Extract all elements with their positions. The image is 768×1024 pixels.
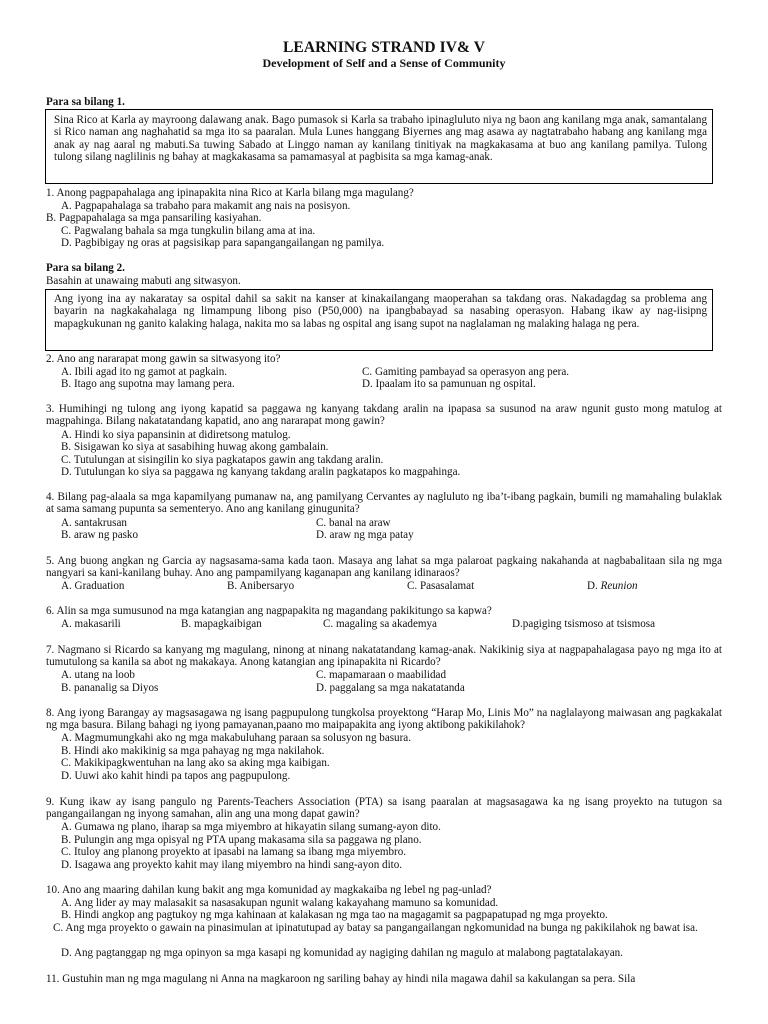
question-7-option-c: C. mapamaraan o maabilidad [316,669,446,681]
question-9-option-a: A. Gumawa ng plano, iharap sa mga miyembro at hikayatin silang sumang-ayon dito. [61,821,441,833]
question-5-options [0,580,768,593]
question-4-stem: 4. Bilang pag-alaala sa mga kapamilyang pumanaw na, ang pamilyang Cervantes ay nagluluto ng iba’t-ibang pagkain, bumili ng mamahaling bulaklak at sama samang pupunta sa sementeryo. Ano ang kanilang ginugunita? [46,491,722,516]
question-10-option-a: A. Ang lider ay may malasakit sa nasasakupan ngunit walang kakayahang mamuno sa komunidad. [61,897,499,909]
question-6-options [0,618,768,631]
question-4-row-2 [0,529,768,542]
passage-1-text: Sina Rico at Karla ay mayroong dalawang anak. Bago pumasok si Karla sa trabaho ipinagluluto niya ng baon ang kanilang mga anak, samantalang si Rico naman ang naghahatid sa mga ito sa paaralan. Mula Lunes hanggang Biyernes ang mag asawa ay nagtatrabaho habang ang kanilang mga anak ay nag aaral ng mabuti.Sa tuwing Sabado at Linggo naman ay kanilang tinitiyak na magkakasama at buo ang kanilang pamilya. Tulong tulong silang naglilinis ng bahay at magkakasama sa pamamasyal at pagbisita sa mga kamag-anak. [54,114,707,164]
question-9-option-b: B. Pulungin ang mga opisyal ng PTA upang makasama sila sa paggawa ng plano. [61,834,422,846]
question-1-option-a: A. Pagpapahalaga sa trabaho para makamit ang nais na posisyon. [61,200,351,212]
question-7-option-a: A. utang na loob [61,669,135,681]
question-1-stem: 1. Anong pagpapahalaga ang ipinapakita nina Rico at Karla bilang mga magulang? [46,187,414,199]
question-5-stem: 5. Ang buong angkan ng Garcia ay nagsasama-sama kada taon. Masaya ang lahat sa mga palaroat pagkaing nakahanda at nagbabalitaan sila ng mga nangyari sa kani-kanilang buhay. Ano ang pampamilyang kaganapan ang kanilang idinaraos? [46,555,722,580]
question-10-option-c: C. Ang mga proyekto o gawain na pinasimulan at ipinatutupad ay batay sa pangangailangan ngkomunidad na bunga ng pakikilahok ng bawat isa. [53,922,698,934]
question-2-row-2 [0,378,768,391]
question-4-option-d: D. araw ng mga patay [316,529,414,541]
question-6-option-d: D.pagiging tsismoso at tsismosa [512,618,655,630]
question-5-option-d [587,580,638,592]
question-1-option-c: C. Pagwalang bahala sa mga tungkulin bilang ama at ina. [61,225,316,237]
question-3-option-c: C. Tutulungan at sisingilin ko siya pagkatapos gawin ang takdang aralin. [61,454,384,466]
question-10-option-b: B. Hindi angkop ang pagtukoy ng mga kahinaan at kalakasan ng mga tao na magagamit sa pagpapatupad ng mga proyekto. [61,909,608,921]
section-1-label: Para sa bilang 1. [46,96,125,108]
question-1-option-b: B. Pagpapahalaga sa mga pansariling kasiyahan. [46,212,262,224]
question-4-option-b: B. araw ng pasko [61,529,139,541]
question-7-stem: 7. Nagmano si Ricardo sa kanyang mg magulang, ninong at ninang nakatatandang kamag-anak. Nakikinig siya at nagpapahalagasa payo ng mga ito at tumutulong sa kanila sa abot ng makakaya. Anong katangian ang ipinapakita ni Ricardo? [46,644,722,669]
question-2-option-b: B. Itago ang supotna may lamang pera. [61,378,235,390]
section-2-label: Para sa bilang 2. [46,262,125,274]
question-3-option-d: D. Tutulungan ko siya sa paggawa ng kanyang takdang aralin pagkatapos ko magpahinga. [61,466,461,478]
question-2-option-a: A. Ibili agad ito ng gamot at pagkain. [61,366,228,378]
question-7-row-2 [0,682,768,695]
question-5-option-d-text: Reunion [600,580,638,592]
section-2-instruction: Basahin at unawaing mabuti ang sitwasyon. [46,275,241,287]
question-8-option-b: B. Hindi ako makikinig sa mga pahayag ng mga nakilahok. [61,745,325,757]
question-6-option-c: C. magaling sa akademya [323,618,437,630]
passage-box-2 [45,289,713,351]
question-10-stem: 10. Ano ang maaring dahilan kung bakit ang mga komunidad ay magkakaiba ng lebel ng pag-unlad? [46,884,492,896]
question-5-option-d-letter: D. [587,580,601,592]
question-3-option-b: B. Sisigawan ko siya at sasabihing huwag akong gambalain. [61,441,329,453]
question-2-option-c: C. Gamiting pambayad sa operasyon ang pera. [362,366,570,378]
page-title: LEARNING STRAND IV& V [282,39,486,56]
question-11-stem: 11. Gustuhin man ng mga magulang ni Anna na magkaroon ng sariling bahay ay hindi nila magawa dahil sa kakulangan sa pera. Sila [46,973,636,985]
question-10-option-d: D. Ang pagtanggap ng mga opinyon sa mga kasapi ng komunidad ay nagiging dahilan ng magulo at malabong pagtatalakayan. [61,947,623,959]
question-9-option-d: D. Isagawa ang proyekto kahit may ilang miyembro na hindi sang-ayon dito. [61,859,403,871]
question-7-row-1 [0,669,768,682]
question-3-option-a: A. Hindi ko siya papansinin at didiretsong matulog. [61,429,291,441]
passage-box-1 [45,109,713,184]
question-6-option-b: B. mapagkaibigan [181,618,262,630]
question-8-stem: 8. Ang iyong Barangay ay magsasagawa ng isang pagpupulong tungkolsa proyektong “Harap Mo, Linis Mo” na naglalayong maiwasan ang pagkakalat ng mga basura. Bilang bahagi ng iyong pamayanan,paano mo maipapakita ang iyong aktibong pakikilahok? [46,707,722,732]
question-6-stem: 6. Alin sa mga sumusunod na mga katangian ang nagpapakita ng magandang pakikitungo sa kapwa? [46,605,492,617]
question-7-option-d: D. paggalang sa mga nakatatanda [316,682,465,694]
question-2-stem: 2. Ano ang nararapat mong gawin sa sitwasyong ito? [46,353,281,365]
question-6-option-a: A. makasarili [61,618,121,630]
page-subtitle: Development of Self and a Sense of Community [262,56,506,70]
question-5-option-b: B. Anibersaryo [227,580,295,592]
question-2-option-d: D. Ipaalam ito sa pamunuan ng ospital. [362,378,536,390]
passage-2-text: Ang iyong ina ay nakaratay sa ospital dahil sa sakit na kanser at kinakailangang maoperahan sa takdang oras. Nakadagdag sa problema ang bayarin na nagkakahalaga ng limampung libong piso (P50,000) na ipangbabayad sa nasabing operasyon. Habang ikaw ay nag-iisipng mapagkukunan ng ganito kalaking halaga, nakita mo sa labas ng ospital ang isang supot na naglalaman ng malaking halaga ng pera. [54,293,707,330]
question-5-option-c: C. Pasasalamat [407,580,475,592]
question-5-option-a: A. Graduation [61,580,125,592]
question-9-stem: 9. Kung ikaw ay isang pangulo ng Parents-Teachers Association (PTA) sa isang paaralan at magsasagawa ka ng isang proyekto na tutugon sa pangangailangan ng inyong samahan, alin ang una mong dapat gawin? [46,796,722,821]
question-8-option-c: C. Makikipagkwentuhan na lang ako sa aking mga kaibigan. [61,757,330,769]
question-1-option-d: D. Pagbibigay ng oras at pagsisikap para sapangangailangan ng pamilya. [61,237,385,249]
question-7-option-b: B. pananalig sa Diyos [61,682,159,694]
question-4-option-a: A. santakrusan [61,517,127,529]
question-3-stem: 3. Humihingi ng tulong ang iyong kapatid sa paggawa ng kanyang takdang aralin na ipapasa sa susunod na araw ngunit gusto mong matulog at magpahinga. Bilang nakatatandang kapatid, ano ang nararapat mong gawin? [46,403,722,428]
question-8-option-d: D. Uuwi ako kahit hindi pa tapos ang pagpupulong. [61,770,291,782]
question-4-option-c: C. banal na araw [316,517,391,529]
question-9-option-c: C. Ituloy ang planong proyekto at ipasabi na lamang sa ibang mga miyembro. [61,846,407,858]
question-8-option-a: A. Magmumungkahi ako ng mga makabuluhang paraan sa solusyon ng basura. [61,732,411,744]
